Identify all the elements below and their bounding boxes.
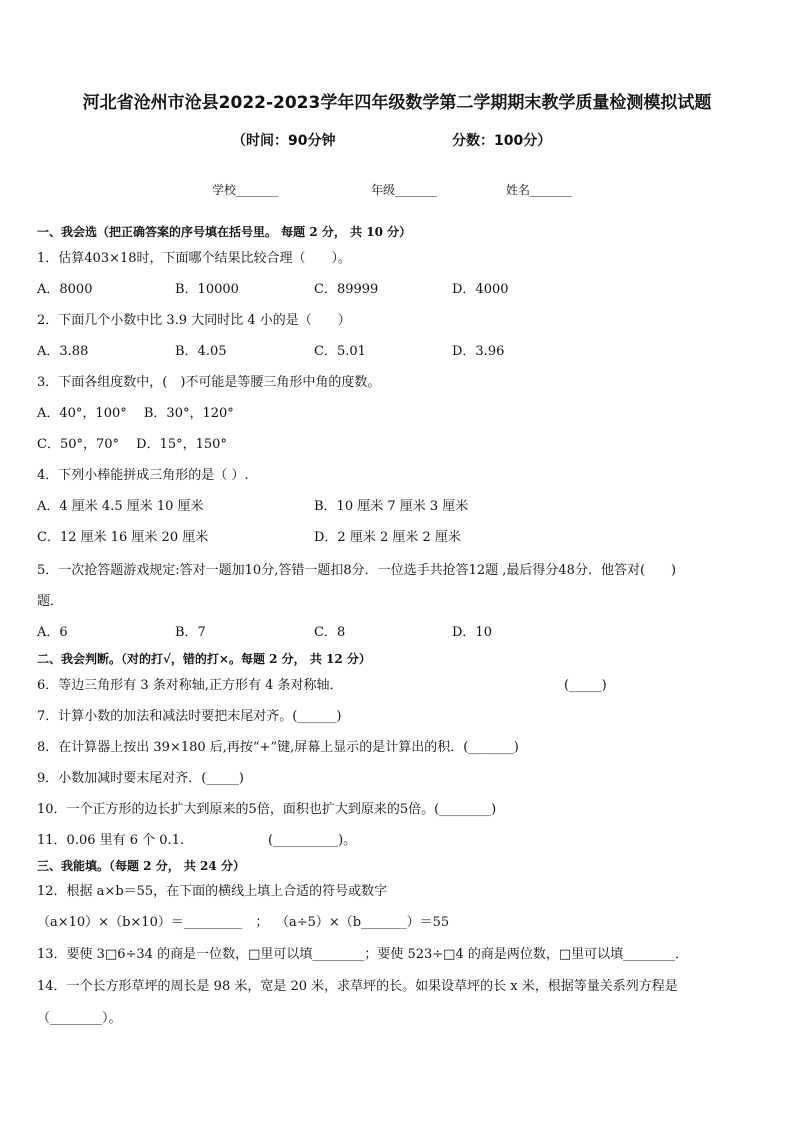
q4-stem: 4．下列小棒能拼成三角形的是（ ）. bbox=[37, 468, 249, 483]
q14-stem: 14．一个长方形草坪的周长是 98 米，宽是 20 米，求草坪的长。如果设草坪的长 x 米，根据等量关系列方程是 bbox=[37, 979, 678, 994]
q3-options-cd: C．50°，70° D．15°，150° bbox=[37, 437, 227, 452]
q4-option-a: A．4 厘米 4.5 厘米 10 厘米 bbox=[37, 499, 204, 514]
q5-stem: 5．一次抢答题游戏规定:答对一题加10分,答错一题扣8分．一位选手共抢答12题 ,最后得分48分．他答对( ) bbox=[37, 563, 677, 578]
q2-stem: 2．下面几个小数中比 3.9 大同时比 4 小的是（ ） bbox=[37, 313, 351, 328]
grade-field[interactable]: 年级_______ bbox=[371, 183, 438, 197]
q1-stem: 1．估算403×18时，下面哪个结果比较合理（ ）。 bbox=[37, 251, 352, 266]
q6-answer-blank[interactable]: (_____) bbox=[564, 678, 607, 693]
section-1-heading: 一、我会选（把正确答案的序号填在括号里。 每题 2 分， 共 10 分） bbox=[37, 225, 412, 239]
name-field[interactable]: 姓名_______ bbox=[506, 183, 573, 197]
q4-option-b: B．10 厘米 7 厘米 3 厘米 bbox=[314, 499, 469, 514]
q10-stem: 10．一个正方形的边长扩大到原来的5倍，面积也扩大到原来的5倍。(________) bbox=[37, 802, 497, 817]
q5-option-a: A．6 bbox=[37, 625, 68, 640]
q5-option-b: B．7 bbox=[175, 625, 206, 640]
q5-option-d: D．10 bbox=[452, 625, 492, 640]
q5-option-c: C．8 bbox=[314, 625, 346, 640]
q12-expr-2: （a÷5）×（b_______）＝55 bbox=[276, 915, 450, 930]
q1-option-d: D．4000 bbox=[452, 282, 509, 297]
page-title: 河北省沧州市沧县2022-2023学年四年级数学第二学期期末教学质量检测模拟试题 bbox=[82, 93, 712, 113]
q9-stem: 9．小数加减时要末尾对齐．(_____) bbox=[37, 771, 244, 786]
q4-option-c: C．12 厘米 16 厘米 20 厘米 bbox=[37, 530, 209, 545]
exam-time: （时间：90分钟 bbox=[232, 133, 336, 149]
q3-options-ab: A．40°，100° B．30°，120° bbox=[37, 406, 234, 421]
q13-stem: 13．要使 3□6÷34 的商是一位数，□里可以填________；要使 523÷□4 的商是两位数，□里可以填________． bbox=[37, 947, 689, 962]
school-field[interactable]: 学校_______ bbox=[212, 183, 279, 197]
q6-stem: 6．等边三角形有 3 条对称轴,正方形有 4 条对称轴． bbox=[37, 678, 343, 693]
q2-option-c: C．5.01 bbox=[314, 344, 366, 359]
q5-stem-cont: 题． bbox=[37, 594, 64, 609]
q1-option-c: C．89999 bbox=[314, 282, 379, 297]
q14-stem-cont: （________）。 bbox=[37, 1011, 122, 1026]
exam-score: 分数：100分） bbox=[452, 133, 552, 149]
q12-expr-1: （a×10）×（b×10）＝_________ ； bbox=[37, 915, 269, 930]
q2-option-a: A．3.88 bbox=[37, 344, 89, 359]
section-3-heading: 三、我能填。（每题 2 分， 共 24 分） bbox=[37, 859, 245, 873]
q12-stem: 12．根据 a×b＝55，在下面的横线上填上合适的符号或数字 bbox=[37, 884, 388, 899]
q2-option-d: D．3.96 bbox=[452, 344, 505, 359]
section-2-heading: 二、我会判断。（对的打√，错的打×。每题 2 分， 共 12 分） bbox=[37, 652, 371, 666]
q11-answer-blank[interactable]: (__________)。 bbox=[268, 833, 357, 848]
q11-stem: 11．0.06 里有 6 个 0.1. bbox=[37, 833, 185, 848]
q1-option-a: A．8000 bbox=[37, 282, 93, 297]
q7-stem: 7．计算小数的加法和减法时要把末尾对齐。(______) bbox=[37, 709, 342, 724]
q1-option-b: B．10000 bbox=[175, 282, 239, 297]
q8-stem: 8．在计算器上按出 39×180 后,再按“+”键,屏幕上显示的是计算出的积．(_______) bbox=[37, 740, 519, 755]
q3-stem: 3．下面各组度数中，( )不可能是等腰三角形中角的度数。 bbox=[37, 375, 381, 390]
q2-option-b: B．4.05 bbox=[175, 344, 227, 359]
q4-option-d: D．2 厘米 2 厘米 2 厘米 bbox=[314, 530, 461, 545]
